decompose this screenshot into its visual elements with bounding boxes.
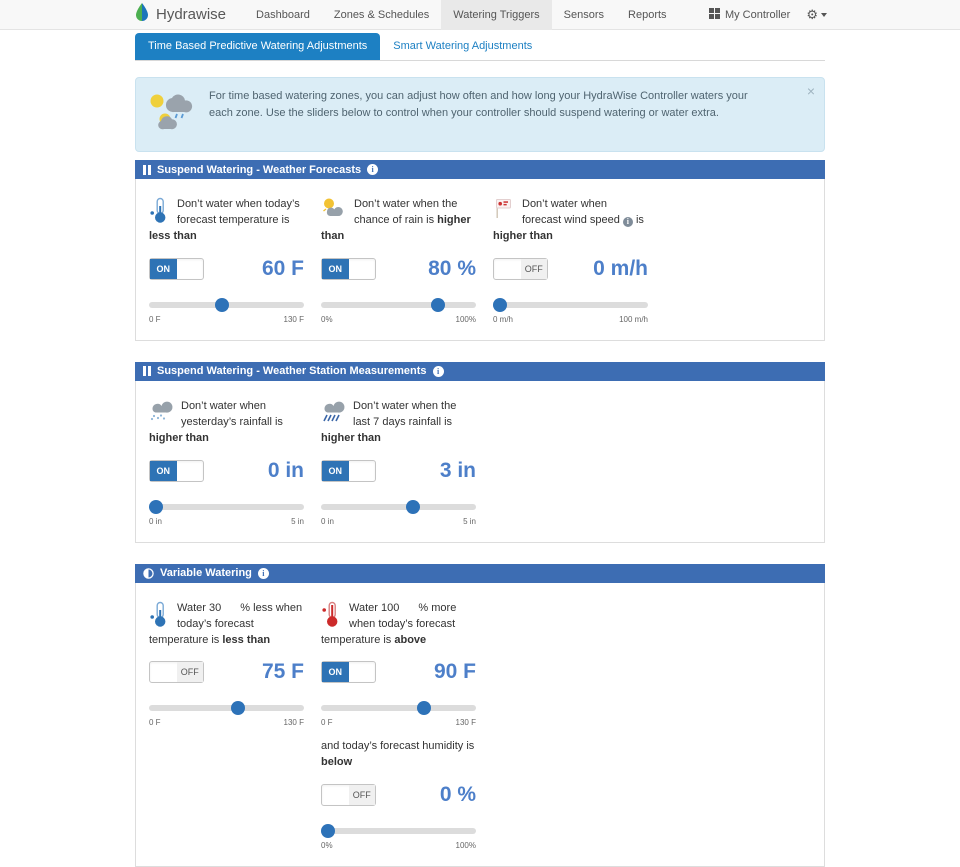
trigger-value: 80 % xyxy=(428,256,476,280)
slider-max-label: 100% xyxy=(455,841,476,851)
trigger-block xyxy=(321,739,476,850)
toggle-blank xyxy=(349,461,376,481)
toggle-switch[interactable] xyxy=(149,460,204,482)
trigger-label xyxy=(149,197,304,245)
slider-handle[interactable] xyxy=(149,500,163,514)
section-title: Suspend Watering - Weather Forecasts xyxy=(157,163,362,176)
watering-trigger xyxy=(149,399,304,526)
slider-handle[interactable] xyxy=(231,701,245,715)
trigger-value: 0 m/h xyxy=(593,256,648,280)
slider-range-labels xyxy=(321,718,476,727)
watering-trigger xyxy=(493,197,648,324)
toggle-switch[interactable] xyxy=(149,661,204,683)
toggle-row xyxy=(321,459,476,483)
slider-max-label: 130 F xyxy=(283,314,304,324)
slider-min-label: 0% xyxy=(321,841,333,851)
slider[interactable] xyxy=(321,824,476,838)
trigger-label xyxy=(321,739,476,771)
toggle-state-label: OFF xyxy=(521,259,548,279)
trigger-block xyxy=(149,399,304,526)
toggle-state-label: ON xyxy=(322,461,349,481)
label-text: higher than xyxy=(321,213,471,242)
slider-min-label: 0 in xyxy=(149,516,162,526)
slider-track xyxy=(321,302,476,308)
chevron-down-icon xyxy=(821,13,827,17)
slider-track xyxy=(149,504,304,510)
close-icon[interactable]: × xyxy=(806,83,815,99)
slider[interactable] xyxy=(149,701,304,715)
slider-min-label: 0 in xyxy=(321,516,334,526)
trigger-label xyxy=(149,399,304,447)
nav-item-sensors[interactable]: Sensors xyxy=(563,8,605,21)
trigger-label xyxy=(321,197,476,245)
label-text: Don’t water when the chance of rain is xyxy=(354,198,458,226)
toggle-row xyxy=(149,257,304,281)
trigger-value: 3 in xyxy=(439,458,476,482)
sun-cloud-icon xyxy=(321,197,346,218)
toggle-switch[interactable] xyxy=(321,784,376,806)
slider[interactable] xyxy=(493,298,648,312)
brand[interactable] xyxy=(133,2,226,27)
label-text: Don’t water when yesterday’s rainfall is xyxy=(181,399,283,428)
label-text: is xyxy=(632,213,644,226)
hydrawise-logo-icon xyxy=(133,2,151,27)
trigger-value: 75 F xyxy=(261,660,304,684)
grid-icon xyxy=(709,8,720,22)
trigger-block xyxy=(321,197,476,324)
trigger-label xyxy=(493,197,648,245)
section-body xyxy=(135,179,825,341)
label-text: and today’s forecast humidity is xyxy=(321,740,475,753)
toggle-blank xyxy=(322,785,349,805)
toggle-state-label: OFF xyxy=(177,662,204,682)
slider[interactable] xyxy=(149,298,304,312)
info-icon[interactable]: i xyxy=(367,164,378,175)
slider-range-labels xyxy=(321,315,476,324)
controller-label: My Controller xyxy=(724,8,791,21)
slider[interactable] xyxy=(321,701,476,715)
label-text: higher than xyxy=(493,229,553,242)
toggle-state-label: OFF xyxy=(349,785,376,805)
slider-max-label: 5 in xyxy=(463,516,476,526)
label-text: Don’t water when today’s forecast temperature is xyxy=(177,198,300,226)
inline-value-field[interactable]: 30 xyxy=(209,601,222,614)
label-text: below xyxy=(321,756,353,769)
tab-smart-watering-adjustments[interactable]: Smart Watering Adjustments xyxy=(393,40,533,52)
trigger-label xyxy=(149,601,304,649)
watering-trigger xyxy=(321,601,476,851)
section-body xyxy=(135,583,825,867)
sections xyxy=(135,160,825,867)
controller-selector[interactable] xyxy=(709,8,790,22)
label-text: higher than xyxy=(321,431,381,444)
thermometer-hot-icon xyxy=(321,601,341,628)
section-title: Variable Watering xyxy=(160,567,252,580)
trigger-label xyxy=(321,601,476,649)
slider-max-label: 130 F xyxy=(283,718,304,728)
tab-time-based-predictive-watering-adjustments[interactable]: Time Based Predictive Watering Adjustments xyxy=(135,33,380,60)
info-alert xyxy=(135,77,825,152)
slider-min-label: 0 F xyxy=(149,314,161,324)
trigger-block xyxy=(149,601,304,728)
slider-max-label: 100 m/h xyxy=(619,314,648,324)
pause-icon xyxy=(143,366,151,376)
windsock-icon xyxy=(493,197,514,220)
label-text: less than xyxy=(222,633,271,646)
settings-menu[interactable] xyxy=(806,8,827,21)
slider-handle[interactable] xyxy=(431,298,445,312)
toggle-row xyxy=(321,783,476,807)
watering-trigger xyxy=(149,197,304,324)
slider-range-labels xyxy=(321,517,476,526)
toggle-switch[interactable] xyxy=(321,258,376,280)
pause-icon xyxy=(143,165,151,175)
slider-max-label: 100% xyxy=(455,314,476,324)
trigger-value: 60 F xyxy=(261,256,304,280)
nav-item-watering-triggers[interactable]: Watering Triggers xyxy=(441,0,551,30)
toggle-state-label: ON xyxy=(322,662,349,682)
slider-range-labels xyxy=(149,718,304,727)
toggle-blank xyxy=(177,259,204,279)
trigger-value: 0 in xyxy=(267,458,304,482)
info-icon: i xyxy=(623,217,633,227)
label-text: % more when today’s forecast temperature is xyxy=(321,601,457,646)
section-header xyxy=(135,362,825,381)
toggle-blank xyxy=(150,662,177,682)
toggle-switch[interactable] xyxy=(493,258,548,280)
toggle-switch[interactable] xyxy=(321,661,376,683)
brand-name: Hydrawise xyxy=(156,6,227,23)
nav-item-zones-schedules[interactable]: Zones & Schedules xyxy=(333,8,430,21)
toggle-state-label: ON xyxy=(150,259,177,279)
section-title: Suspend Watering - Weather Station Measurements xyxy=(157,365,427,378)
label-text: % less when today’s forecast temperature is xyxy=(149,601,303,646)
slider-handle[interactable] xyxy=(417,701,431,715)
label-text: Water xyxy=(349,601,381,614)
slider-range-labels xyxy=(321,841,476,850)
label-text: Water xyxy=(177,601,209,614)
slider-range-labels xyxy=(493,315,648,324)
thermometer-cold-icon xyxy=(149,601,169,628)
slider-handle[interactable] xyxy=(493,298,507,312)
toggle-switch[interactable] xyxy=(149,258,204,280)
rain-cloud-light-icon xyxy=(149,399,173,421)
nav-item-dashboard[interactable]: Dashboard xyxy=(256,8,310,21)
toggle-row xyxy=(149,459,304,483)
trigger-block xyxy=(493,197,648,324)
toggle-state-label: ON xyxy=(322,259,349,279)
toggle-blank xyxy=(177,461,204,481)
alert-text: For time based watering zones, you can adjust how often and how long your HydraWise Controller waters your each zone. Use the sliders below to control when your controller should suspend watering or water extra. xyxy=(209,90,748,120)
section-header xyxy=(135,564,825,583)
top-navbar xyxy=(0,0,960,30)
slider-track xyxy=(321,705,476,711)
toggle-blank xyxy=(349,662,376,682)
watering-trigger xyxy=(149,601,304,728)
label-text: higher than xyxy=(149,431,209,444)
slider[interactable] xyxy=(321,298,476,312)
rain-cloud-heavy-icon xyxy=(321,399,345,422)
toggle-switch[interactable] xyxy=(321,460,376,482)
toggle-row xyxy=(321,257,476,281)
slider[interactable] xyxy=(321,500,476,514)
slider-handle[interactable] xyxy=(406,500,420,514)
slider-handle[interactable] xyxy=(321,824,335,838)
slider-handle[interactable] xyxy=(215,298,229,312)
half-circle-icon xyxy=(143,568,154,579)
trigger-value: 0 % xyxy=(439,783,476,807)
gear-icon: ⚙ xyxy=(806,7,818,22)
slider-min-label: 0 F xyxy=(321,718,333,728)
watering-trigger xyxy=(321,399,476,526)
toggle-blank xyxy=(494,259,521,279)
section-header xyxy=(135,160,825,179)
slider-track xyxy=(149,705,304,711)
nav-item-reports[interactable]: Reports xyxy=(628,8,667,21)
toggle-state-label: ON xyxy=(150,461,177,481)
slider-track xyxy=(321,504,476,510)
trigger-block xyxy=(321,399,476,526)
thermometer-cold-icon xyxy=(149,197,169,224)
toggle-row xyxy=(149,660,304,684)
slider-track xyxy=(493,302,648,308)
label-text: less than xyxy=(149,229,197,242)
section-suspend-watering-weather-station-measurements xyxy=(135,362,825,543)
label-text: Don’t water when forecast wind speed xyxy=(522,198,623,226)
toggle-row xyxy=(321,660,476,684)
inline-value-field[interactable]: 100 xyxy=(381,601,400,614)
tab-bar xyxy=(135,33,825,61)
label-text: above xyxy=(394,633,427,646)
slider-range-labels xyxy=(149,315,304,324)
slider[interactable] xyxy=(149,500,304,514)
weather-icon xyxy=(148,88,196,139)
slider-max-label: 130 F xyxy=(455,718,476,728)
trigger-block xyxy=(149,197,304,324)
slider-range-labels xyxy=(149,517,304,526)
section-body xyxy=(135,381,825,543)
slider-min-label: 0 F xyxy=(149,718,161,728)
slider-min-label: 0% xyxy=(321,314,333,324)
slider-max-label: 5 in xyxy=(291,516,304,526)
trigger-value: 90 F xyxy=(433,660,476,684)
label-text: Don’t water when the last 7 days rainfall is xyxy=(353,399,457,428)
info-icon[interactable]: i xyxy=(433,366,444,377)
info-icon[interactable]: i xyxy=(258,568,269,579)
section-variable-watering xyxy=(135,564,825,867)
trigger-label xyxy=(321,399,476,447)
toggle-blank xyxy=(349,259,376,279)
slider-track xyxy=(321,828,476,834)
toggle-row xyxy=(493,257,648,281)
watering-trigger xyxy=(321,197,476,324)
nav-items xyxy=(244,0,679,30)
section-suspend-watering-weather-forecasts xyxy=(135,160,825,341)
slider-min-label: 0 m/h xyxy=(493,314,514,324)
trigger-block xyxy=(321,601,476,728)
